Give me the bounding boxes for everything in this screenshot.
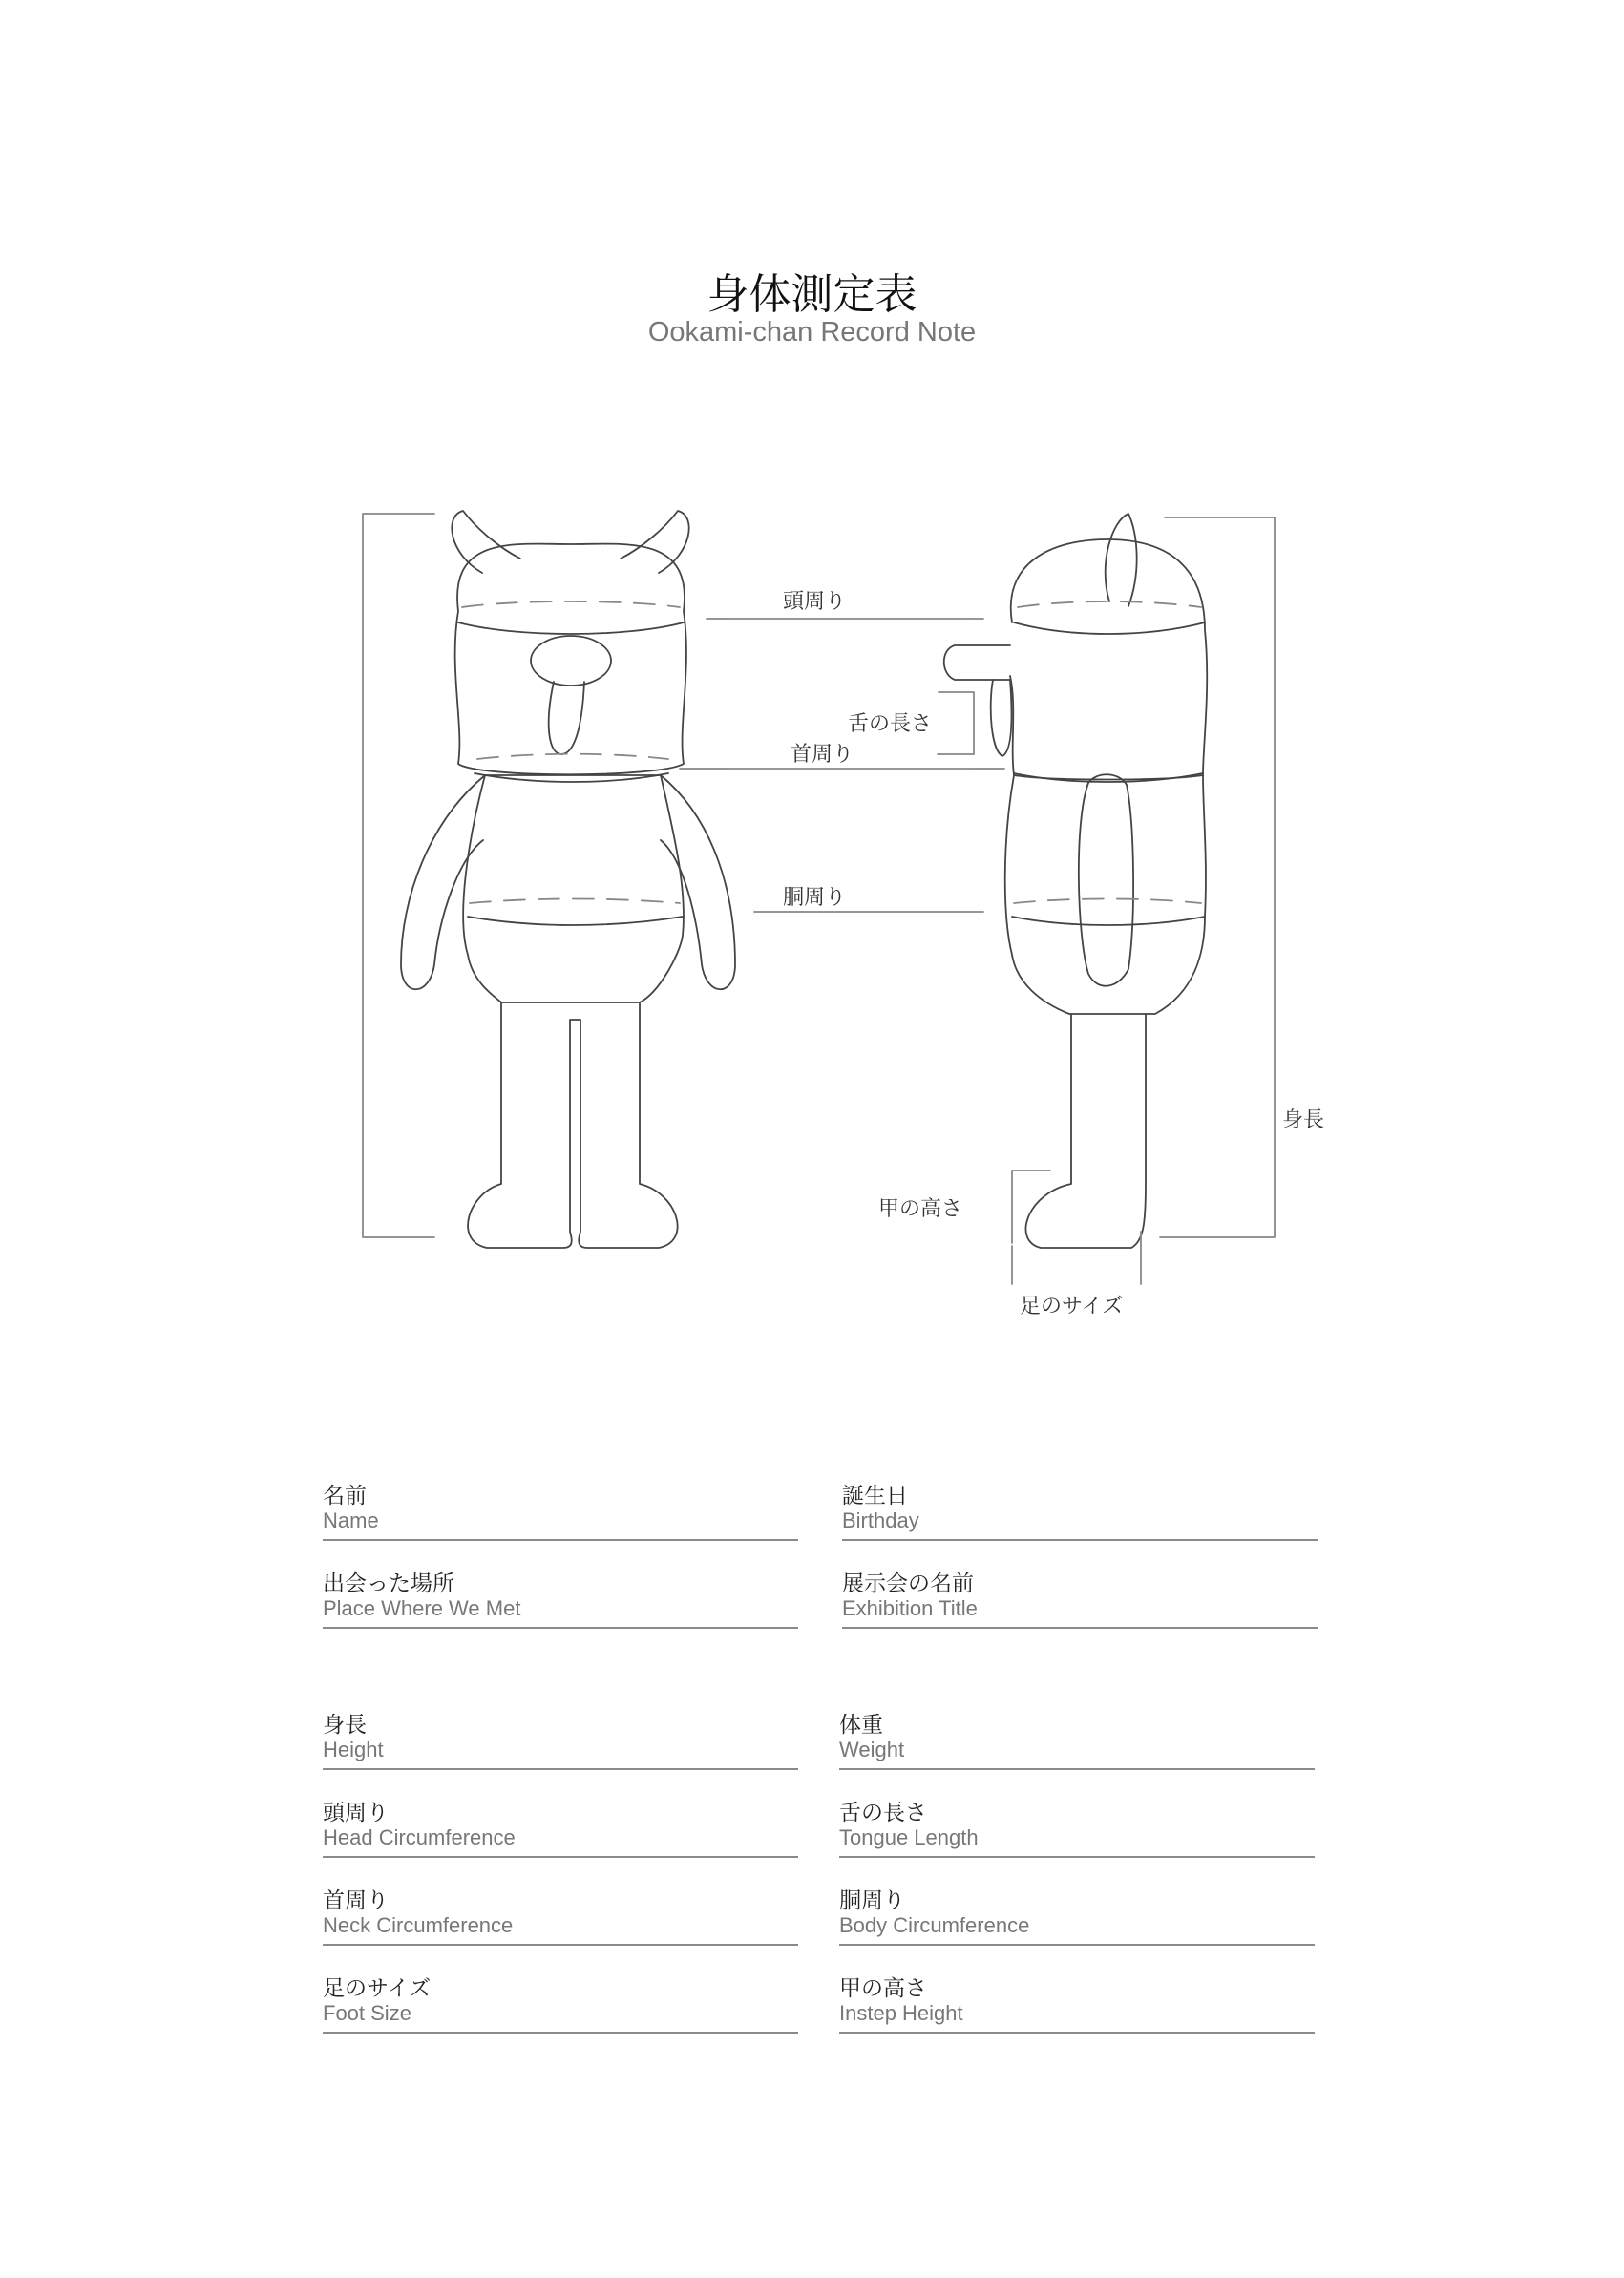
side-view-figure (944, 514, 1207, 1248)
body-circumference-label-jp: 胴周り (839, 1888, 905, 1913)
height-field[interactable] (323, 1707, 798, 1770)
neck-circumference-label-en: Neck Circumference (323, 1913, 514, 1937)
birthday-label-jp: 誕生日 (842, 1484, 908, 1508)
body-circumference-field[interactable] (839, 1883, 1315, 1946)
neck-circumference-field[interactable] (323, 1883, 798, 1946)
page-title: 身体測定表 (707, 270, 917, 319)
side-band-dashes (1014, 601, 1201, 903)
tongue-length-field[interactable] (839, 1795, 1315, 1858)
label-foot: 足のサイズ (1020, 1295, 1124, 1318)
body-circumference-label-en: Body Circumference (839, 1913, 1030, 1937)
birthday-label-en: Birthday (842, 1508, 919, 1532)
neck-circumference-label-jp: 首周り (323, 1888, 389, 1913)
foot-size-field[interactable] (323, 1971, 798, 2034)
name-label-jp: 名前 (323, 1484, 367, 1508)
exhibition-title-label-en: Exhibition Title (842, 1596, 978, 1620)
label-tongue: 舌の長さ (848, 712, 933, 736)
label-head: 頭周り (783, 590, 847, 614)
page-subtitle: Ookami-chan Record Note (647, 317, 977, 348)
label-height: 身長 (1282, 1108, 1325, 1132)
exhibition-title-field[interactable] (842, 1566, 1318, 1629)
instep-height-label-jp: 甲の高さ (839, 1976, 927, 2001)
height-label-jp: 身長 (323, 1713, 367, 1738)
foot-size-label-jp: 足のサイズ (323, 1976, 432, 2001)
place-met-field[interactable] (323, 1566, 798, 1629)
instep-height-label-en: Instep Height (839, 2001, 963, 2025)
label-body: 胴周り (783, 886, 847, 910)
weight-label-en: Weight (839, 1738, 905, 1761)
foot-size-label-en: Foot Size (323, 2001, 411, 2025)
label-neck: 首周り (791, 743, 854, 767)
head-circumference-label-jp: 頭周り (323, 1801, 389, 1825)
weight-label-jp: 体重 (839, 1713, 883, 1738)
instep-height-field[interactable] (839, 1971, 1315, 2034)
tongue-length-label-en: Tongue Length (839, 1825, 979, 1849)
exhibition-title-label-jp: 展示会の名前 (842, 1571, 974, 1596)
head-circumference-field[interactable] (323, 1795, 798, 1858)
front-band-dashes (462, 601, 680, 903)
name-field[interactable] (323, 1478, 798, 1541)
height-label-en: Height (323, 1738, 384, 1761)
weight-field[interactable] (839, 1707, 1315, 1770)
head-circumference-label-en: Head Circumference (323, 1825, 516, 1849)
tongue-length-label-jp: 舌の長さ (839, 1801, 927, 1825)
place-met-label-jp: 出会った場所 (323, 1571, 454, 1596)
front-view-figure (401, 511, 735, 1248)
label-instep: 甲の高さ (878, 1197, 963, 1221)
birthday-field[interactable] (842, 1478, 1318, 1541)
place-met-label-en: Place Where We Met (323, 1596, 521, 1620)
name-label-en: Name (323, 1508, 379, 1532)
front-height-bracket (363, 514, 434, 1237)
side-height-bracket (1160, 517, 1275, 1237)
